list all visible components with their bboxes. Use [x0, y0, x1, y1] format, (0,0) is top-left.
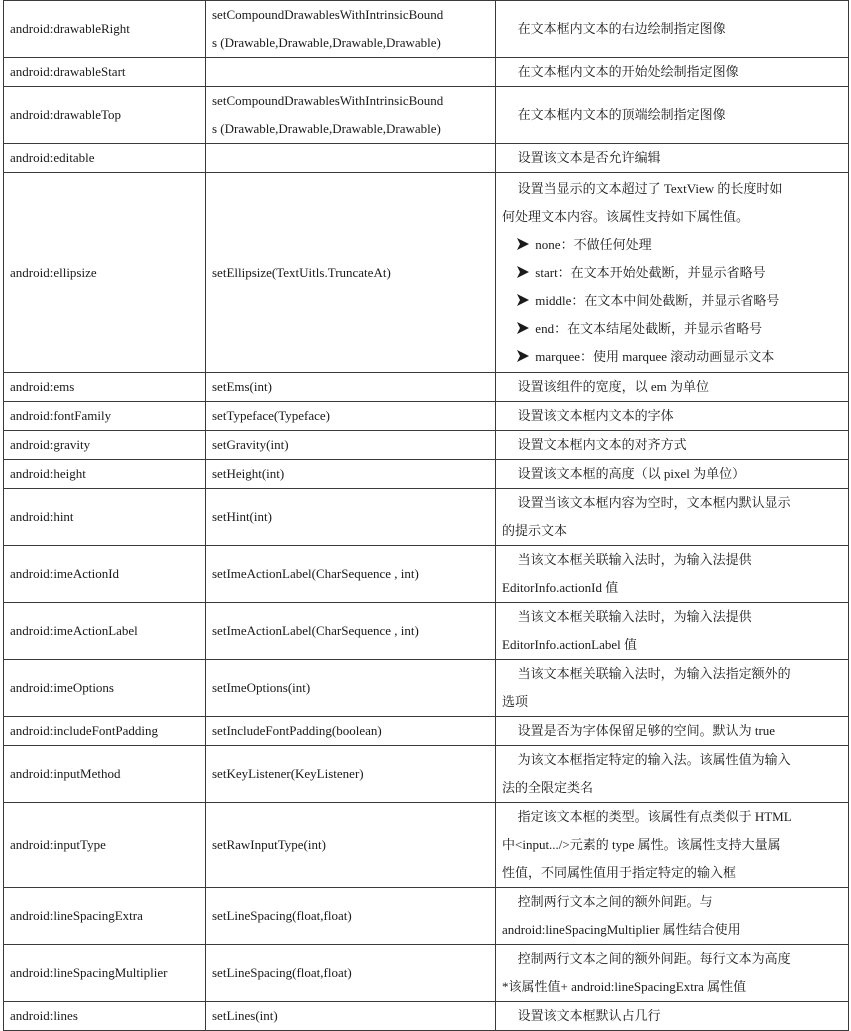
attribute-name-cell: android:lines: [4, 1002, 206, 1031]
description-line: 设置该文本框的高度（以 pixel 为单位）: [517, 466, 746, 481]
bullet-text: marquee：使用 marquee 滚动动画显示文本: [535, 348, 775, 364]
method-line: setImeActionLabel(CharSequence , int): [212, 623, 419, 638]
bullet-item: [502, 259, 842, 287]
description-line: EditorInfo.actionId 值: [502, 580, 619, 595]
description-line: 在文本框内文本的开始处绘制指定图像: [517, 64, 739, 79]
description-cell: [496, 746, 849, 803]
method-cell: [206, 402, 496, 431]
bullet-text: middle：在文本中间处截断，并显示省略号: [535, 292, 780, 308]
attribute-name-cell: android:lineSpacingExtra: [4, 888, 206, 945]
method-line: setIncludeFontPadding(boolean): [212, 723, 382, 738]
table-row: [4, 1, 849, 58]
description-line: 性值，不同属性值用于指定特定的输入框: [502, 865, 737, 880]
description-cell: [496, 1002, 849, 1031]
table-row: [4, 460, 849, 489]
description-line: 设置该组件的宽度，以 em 为单位: [517, 379, 709, 394]
table-row: [4, 87, 849, 144]
table-row: [4, 173, 849, 373]
description-line: 中<input.../>元素的 type 属性。该属性支持大量属: [502, 837, 781, 852]
description-cell: [496, 431, 849, 460]
description-cell: [496, 888, 849, 945]
description-line: *该属性值+ android:lineSpacingExtra 属性值: [502, 979, 747, 994]
attribute-name-cell: android:imeActionLabel: [4, 603, 206, 660]
method-line: setLineSpacing(float,float): [212, 965, 352, 980]
description-line: 为该文本框指定特定的输入法。该属性值为输入: [517, 752, 791, 767]
attribute-name-cell: android:imeActionId: [4, 546, 206, 603]
method-line: setEllipsize(TextUitls.TruncateAt): [212, 264, 391, 280]
method-cell: [206, 746, 496, 803]
attribute-name-cell: android:height: [4, 460, 206, 489]
method-cell: [206, 603, 496, 660]
method-cell: [206, 546, 496, 603]
description-line: android:lineSpacingMultiplier 属性结合使用: [502, 922, 741, 937]
table-body: [4, 1, 849, 1031]
method-cell: [206, 945, 496, 1002]
method-line: setEms(int): [212, 379, 272, 394]
description-cell: [496, 660, 849, 717]
description-cell: [496, 58, 849, 87]
attribute-name-cell: android:gravity: [4, 431, 206, 460]
attribute-name-cell: android:inputType: [4, 803, 206, 888]
attribute-name-cell: android:hint: [4, 489, 206, 546]
arrowhead-bullet-icon: [516, 266, 529, 278]
arrowhead-bullet-icon: [516, 322, 529, 334]
attribute-name-cell: android:drawableRight: [4, 1, 206, 58]
method-cell: [206, 58, 496, 87]
method-cell: [206, 144, 496, 173]
method-line: setKeyListener(KeyListener): [212, 766, 364, 781]
method-cell: [206, 173, 496, 373]
description-cell: [496, 603, 849, 660]
method-line: setLines(int): [212, 1008, 278, 1023]
method-cell: [206, 1, 496, 58]
bullet-item: [502, 287, 842, 315]
bullet-text: start：在文本开始处截断，并显示省略号: [535, 264, 766, 280]
description-cell: [496, 173, 849, 373]
bullet-text: end：在文本结尾处截断，并显示省略号: [535, 320, 763, 336]
arrowhead-bullet-icon: [516, 238, 529, 250]
table-row: [4, 489, 849, 546]
table-row: [4, 803, 849, 888]
description-line: 何处理文本内容。该属性支持如下属性值。: [502, 208, 750, 224]
attribute-name-cell: android:includeFontPadding: [4, 717, 206, 746]
description-line: EditorInfo.actionLabel 值: [502, 637, 638, 652]
description-line: 当该文本框关联输入法时，为输入法提供: [517, 552, 752, 567]
method-cell: [206, 660, 496, 717]
description-cell: [496, 1, 849, 58]
textview-attributes-table: [3, 0, 849, 1031]
description-line: 控制两行文本之间的额外间距。每行文本为高度: [517, 951, 791, 966]
method-cell: [206, 717, 496, 746]
table-row: [4, 945, 849, 1002]
description-cell: [496, 460, 849, 489]
attribute-name-cell: android:drawableStart: [4, 58, 206, 87]
table-row: [4, 888, 849, 945]
method-line: setImeOptions(int): [212, 680, 311, 695]
description-cell: [496, 402, 849, 431]
method-line: setCompoundDrawablesWithIntrinsicBound: [212, 7, 444, 22]
description-line: 在文本框内文本的顶端绘制指定图像: [517, 107, 726, 122]
description-cell: [496, 945, 849, 1002]
table-row: [4, 144, 849, 173]
table-row: [4, 546, 849, 603]
attribute-name-cell: android:ems: [4, 373, 206, 402]
method-line: setTypeface(Typeface): [212, 408, 330, 423]
description-line: 设置当显示的文本超过了 TextView 的长度时如: [517, 180, 783, 196]
attribute-name-cell: android:ellipsize: [4, 173, 206, 373]
description-line: 设置该文本框默认占几行: [517, 1008, 661, 1023]
description-line: 选项: [502, 694, 529, 709]
bullet-item: [502, 231, 842, 259]
method-cell: [206, 803, 496, 888]
bullet-item: [502, 315, 842, 343]
description-cell: [496, 717, 849, 746]
table-row: [4, 402, 849, 431]
attribute-table-page: [3, 0, 848, 1031]
description-line: 指定该文本框的类型。该属性有点类似于 HTML: [517, 809, 792, 824]
attribute-name-cell: android:fontFamily: [4, 402, 206, 431]
description-line: 当该文本框关联输入法时，为输入法指定额外的: [517, 666, 791, 681]
method-line: setCompoundDrawablesWithIntrinsicBound: [212, 93, 444, 108]
method-line: setHint(int): [212, 509, 272, 524]
description-cell: [496, 87, 849, 144]
description-line: 设置该文本框内文本的字体: [517, 408, 674, 423]
table-row: [4, 1002, 849, 1031]
attribute-name-cell: android:drawableTop: [4, 87, 206, 144]
arrowhead-bullet-icon: [516, 350, 529, 362]
attribute-name-cell: android:editable: [4, 144, 206, 173]
description-line: 的提示文本: [502, 523, 568, 538]
description-line: 当该文本框关联输入法时，为输入法提供: [517, 609, 752, 624]
arrowhead-bullet-icon: [516, 294, 529, 306]
description-cell: [496, 489, 849, 546]
method-cell: [206, 87, 496, 144]
description-line: 设置是否为字体保留足够的空间。默认为 true: [517, 723, 776, 738]
attribute-name-cell: android:imeOptions: [4, 660, 206, 717]
table-row: [4, 603, 849, 660]
description-line: 设置该文本是否允许编辑: [517, 150, 661, 165]
table-row: [4, 431, 849, 460]
description-cell: [496, 373, 849, 402]
description-line: 在文本框内文本的右边绘制指定图像: [517, 21, 726, 36]
method-cell: [206, 460, 496, 489]
description-line: 设置当该文本框内容为空时，文本框内默认显示: [517, 495, 791, 510]
attribute-name-cell: android:lineSpacingMultiplier: [4, 945, 206, 1002]
table-row: [4, 717, 849, 746]
method-line: s (Drawable,Drawable,Drawable,Drawable): [212, 35, 441, 50]
table-row: [4, 373, 849, 402]
bullet-item: [502, 343, 842, 371]
description-cell: [496, 546, 849, 603]
method-cell: [206, 489, 496, 546]
method-line: setRawInputType(int): [212, 837, 326, 852]
method-line: setHeight(int): [212, 466, 285, 481]
method-line: setGravity(int): [212, 437, 289, 452]
bullet-text: none：不做任何处理: [535, 236, 652, 252]
description-line: 设置文本框内文本的对齐方式: [517, 437, 687, 452]
method-cell: [206, 1002, 496, 1031]
table-row: [4, 746, 849, 803]
table-row: [4, 58, 849, 87]
method-cell: [206, 888, 496, 945]
method-line: s (Drawable,Drawable,Drawable,Drawable): [212, 121, 441, 136]
method-cell: [206, 373, 496, 402]
description-cell: [496, 803, 849, 888]
table-row: [4, 660, 849, 717]
description-line: 控制两行文本之间的额外间距。与: [517, 894, 713, 909]
method-cell: [206, 431, 496, 460]
description-line: 法的全限定类名: [502, 780, 594, 795]
attribute-name-cell: android:inputMethod: [4, 746, 206, 803]
method-line: setImeActionLabel(CharSequence , int): [212, 566, 419, 581]
description-cell: [496, 144, 849, 173]
method-line: setLineSpacing(float,float): [212, 908, 352, 923]
